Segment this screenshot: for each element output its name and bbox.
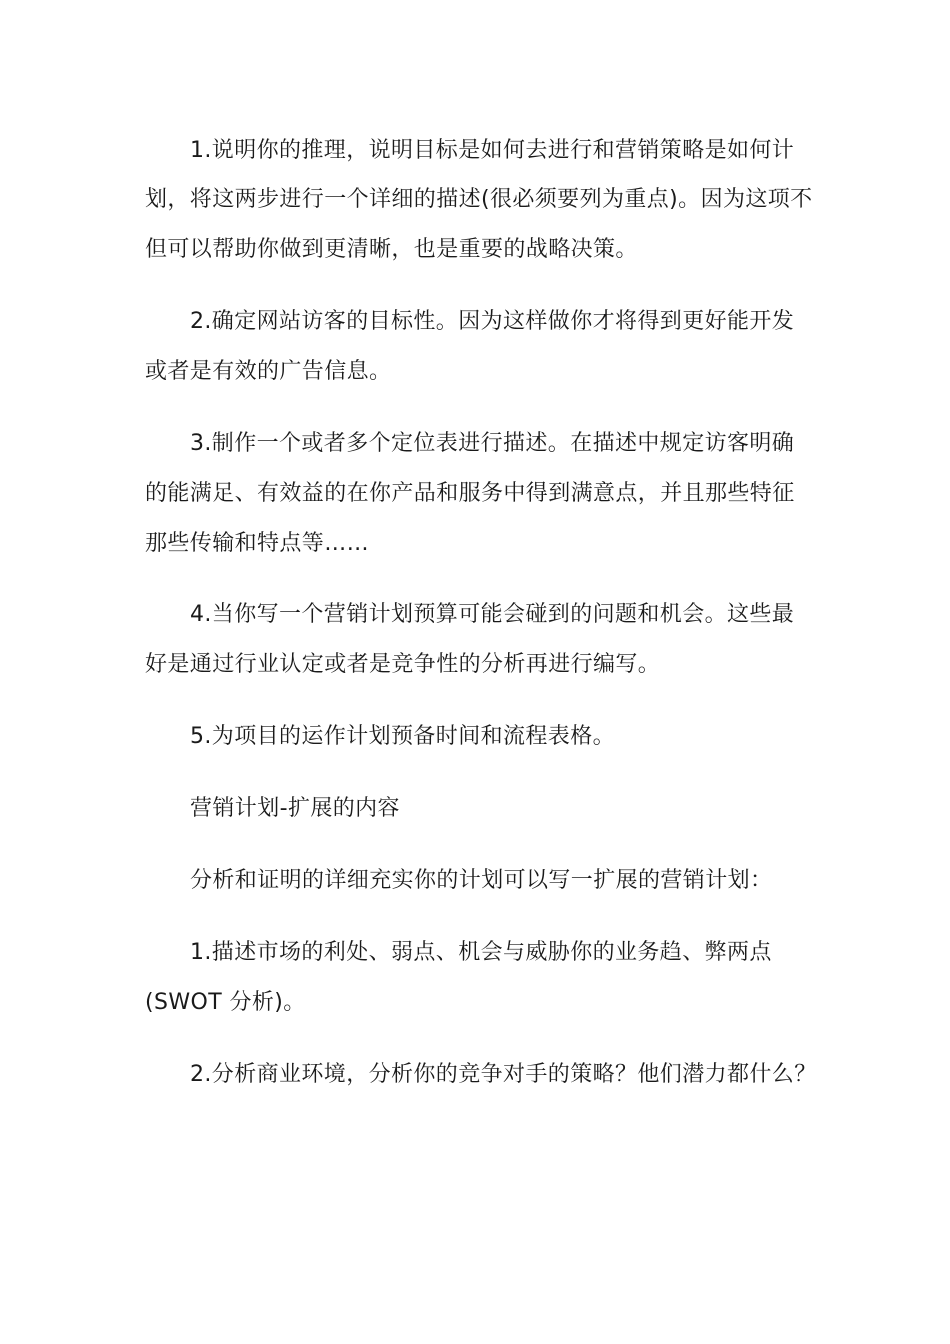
paragraph-1-line-2: 划，将这两步进行一个详细的描述(很必须要列为重点)。因为这项不 <box>145 187 813 212</box>
paragraph-1-line-1: 1.说明你的推理，说明目标是如何去进行和营销策略是如何计 <box>190 138 795 163</box>
extended-item-2-line-1: 2.分析商业环境，分析你的竞争对手的策略？他们潜力都什么？ <box>190 1062 817 1087</box>
extended-item-1-line-1: 1.描述市场的利处、弱点、机会与威胁你的业务趋、弊两点 <box>190 940 772 965</box>
paragraph-3-line-3: 那些传输和特点等…… <box>145 531 370 556</box>
paragraph-3-line-2: 的能满足、有效益的在你产品和服务中得到满意点，并且那些特征 <box>145 481 795 506</box>
paragraph-2-line-2: 或者是有效的广告信息。 <box>145 359 392 384</box>
section-intro: 分析和证明的详细充实你的计划可以写一扩展的营销计划： <box>190 868 773 893</box>
paragraph-4-line-1: 4.当你写一个营销计划预算可能会碰到的问题和机会。这些最 <box>190 602 795 627</box>
paragraph-1-line-3: 但可以帮助你做到更清晰，也是重要的战略决策。 <box>145 237 638 262</box>
paragraph-5-line-1: 5.为项目的运作计划预备时间和流程表格。 <box>190 724 615 749</box>
paragraph-2-line-1: 2.确定网站访客的目标性。因为这样做你才将得到更好能开发 <box>190 309 795 334</box>
paragraph-4-line-2: 好是通过行业认定或者是竞争性的分析再进行编写。 <box>145 652 661 677</box>
paragraph-3-line-1: 3.制作一个或者多个定位表进行描述。在描述中规定访客明确 <box>190 431 795 456</box>
section-heading: 营销计划-扩展的内容 <box>190 796 400 821</box>
extended-item-1-line-2: (SWOT 分析)。 <box>145 990 306 1015</box>
